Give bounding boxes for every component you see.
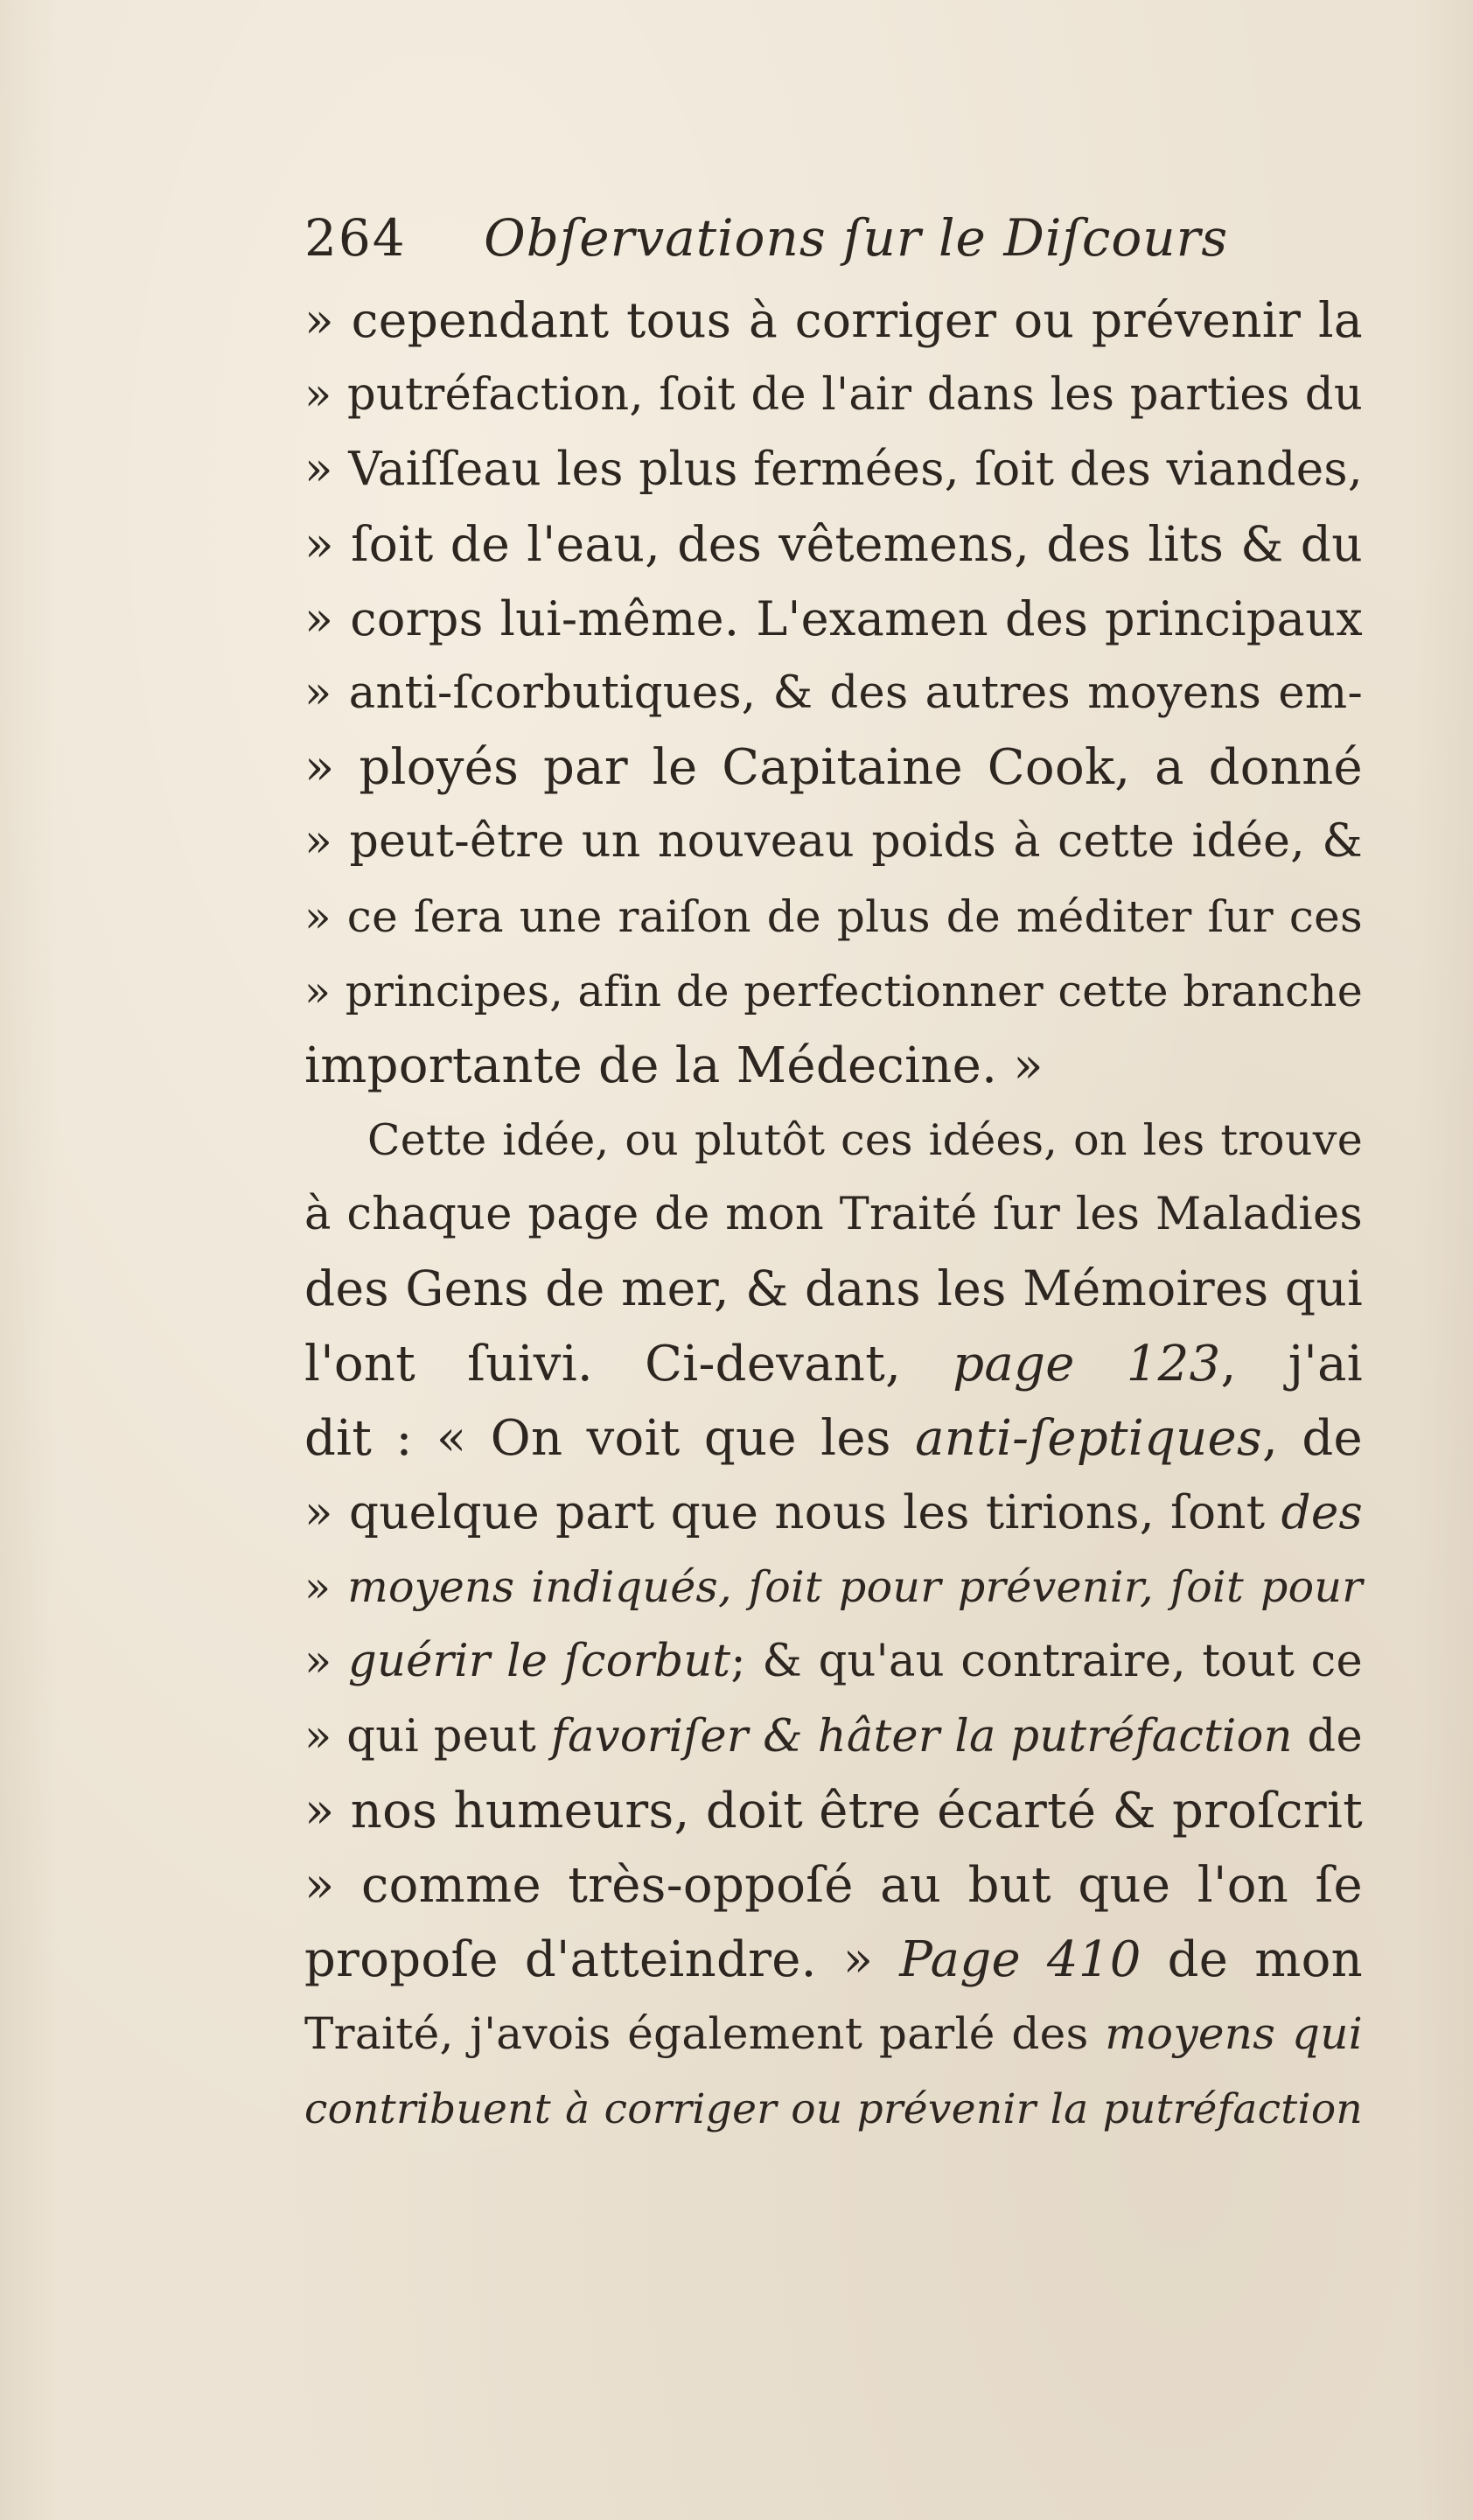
text-line: » ſoit de l'eau, des vêtemens, des lits & du (304, 515, 1363, 572)
text-line: des Gens de mer, & dans les Mémoires qui (304, 1260, 1363, 1317)
text-line: » qui peut favoriſer & hâter la putréfaction de (304, 1710, 1363, 1763)
text-line: » corps lui-même. L'examen des principaux (304, 590, 1363, 646)
text-line: » nos humeurs, doit être écarté & proſcrit (304, 1782, 1363, 1839)
text-line: » peut-être un nouveau poids à cette idée, & (304, 815, 1363, 869)
text-line: » ployés par le Capitaine Cook, a donné (304, 739, 1363, 797)
italic-text: moyens indiqués, ſoit pour prévenir, ſoit pour (347, 1562, 1363, 1613)
italic-text: des (1281, 1486, 1363, 1539)
text-line: » cependant tous à corriger ou prévenir la (304, 292, 1363, 348)
italic-text: contribuent à corriger ou prévenir la putréfaction (304, 2084, 1363, 2133)
text-line: dit : « On voit que les anti-ſeptiques, de (304, 1409, 1363, 1467)
text-line: » moyens indiqués, ſoit pour prévenir, ſoit pour (304, 1562, 1363, 1613)
page-number: 264 (304, 208, 407, 268)
text-line: » quelque part que nous les tirions, ſont des (304, 1486, 1363, 1539)
text-line: importante de la Médecine. » (304, 1037, 1044, 1094)
paragraph-start-line: Cette idée, ou plutôt ces idées, on les trouve (367, 1115, 1363, 1166)
italic-text: page 123 (953, 1335, 1221, 1393)
body-text (304, 283, 1363, 2147)
italic-text: anti-ſeptiques (915, 1409, 1263, 1467)
page-header (304, 203, 1354, 273)
running-title: Obſervations ſur le Diſcours (484, 208, 1229, 268)
text-line: l'ont ſuivi. Ci-devant, page 123, j'ai (304, 1335, 1363, 1393)
text-line: » ce ſera une raiſon de plus de méditer ſur ces (304, 890, 1363, 942)
text-line (304, 2072, 1363, 2147)
text-line: » putréfaction, ſoit de l'air dans les parties du (304, 369, 1363, 422)
text-line: » anti-ſcorbutiques, & des autres moyens em- (304, 667, 1363, 719)
italic-text: guérir le ſcorbut (348, 1636, 731, 1688)
text-line: propoſe d'atteindre. » Page 410 de mon (304, 1931, 1363, 1989)
italic-text: favoriſer & hâter la putréfaction (550, 1710, 1293, 1763)
text-line: à chaque page de mon Traité ſur les Maladies (304, 1189, 1363, 1241)
text-line: » Vaiſſeau les plus fermées, ſoit des viandes, (304, 443, 1363, 497)
text-line: » principes, afin de perfectionner cette branche (304, 966, 1363, 1016)
text-line: » comme très-oppoſé au but que l'on ſe (304, 1856, 1363, 1914)
italic-text: moyens qui (1105, 2008, 1363, 2060)
text-line: Traité, j'avois également parlé des moyens qui (304, 2008, 1363, 2060)
text-line: » guérir le ſcorbut; & qu'au contraire, tout ce (304, 1636, 1363, 1688)
italic-text: Page 410 (899, 1931, 1141, 1989)
